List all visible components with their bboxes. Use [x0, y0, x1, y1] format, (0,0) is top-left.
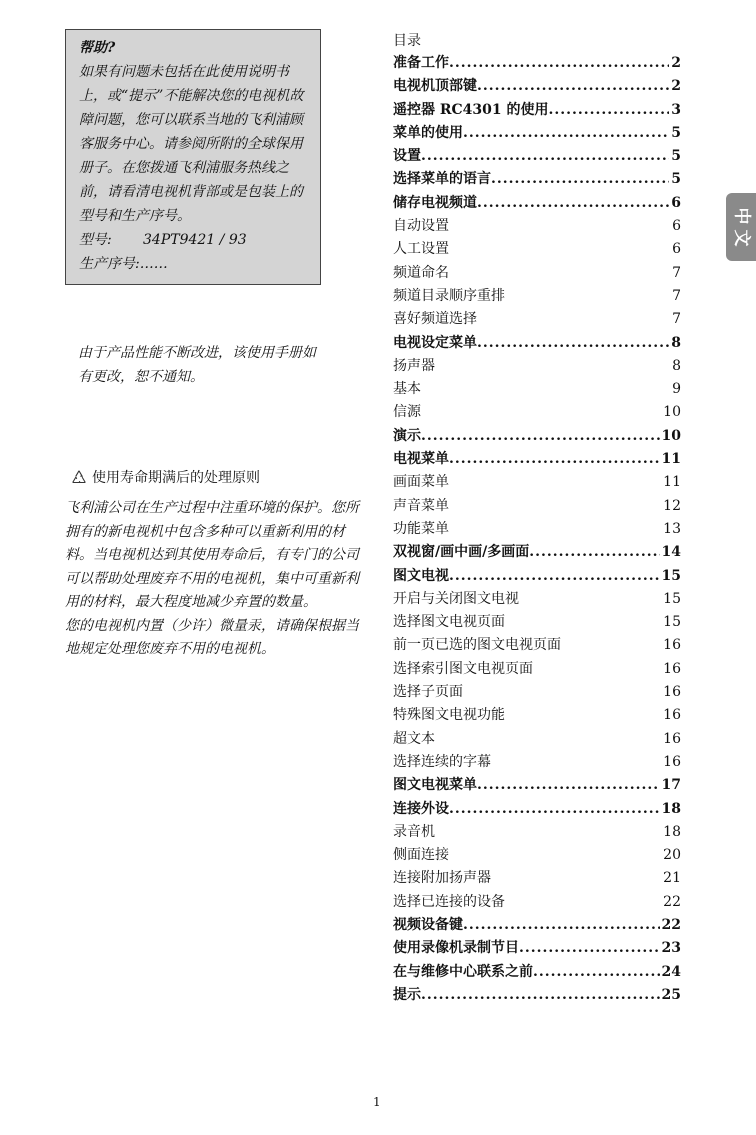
toc-entry-label: 声音菜单 — [393, 497, 449, 514]
language-tab-char-1: 中 — [731, 207, 751, 225]
toc-entry-page: 15 — [661, 567, 681, 584]
toc-entry — [393, 145, 681, 168]
toc-entry-label: 菜单的使用 — [393, 124, 463, 141]
toc-entry-page: 11 — [661, 451, 681, 468]
toc-entry — [393, 867, 681, 890]
toc-entry-page: 7 — [672, 287, 681, 304]
toc-entry-label: 喜好频道选择 — [393, 311, 477, 328]
toc-entry-page: 5 — [671, 148, 681, 165]
toc-entry-label: 连接外设 — [393, 800, 449, 817]
toc-entry-label: 侧面连接 — [393, 847, 449, 864]
toc-entry — [393, 425, 681, 448]
toc-entry-label: 选择图文电视页面 — [393, 614, 505, 631]
toc-entry-page: 5 — [671, 171, 681, 188]
toc-leader-dots — [477, 195, 669, 211]
toc-entry-label: 遥控器 RC4301 的使用 — [393, 101, 549, 118]
help-box — [65, 29, 321, 285]
toc-leader-dots — [533, 964, 660, 980]
toc-entry — [393, 798, 681, 821]
toc-entry-label: 开启与关闭图文电视 — [393, 590, 519, 607]
toc-leader-dots — [529, 544, 659, 560]
recycle-heading — [70, 467, 260, 489]
toc-entry-label: 功能菜单 — [393, 520, 449, 537]
toc-entry — [393, 238, 681, 261]
toc-entry — [393, 984, 681, 1007]
toc-entry-page: 10 — [661, 427, 681, 444]
toc-entry-label: 选择子页面 — [393, 684, 463, 701]
toc-entry-label: 图文电视菜单 — [393, 777, 477, 794]
toc-entry — [393, 401, 681, 424]
toc-leader-dots — [463, 917, 660, 933]
toc-leader-dots — [477, 777, 660, 793]
toc-entry-page: 3 — [671, 101, 681, 118]
toc-entry-label: 前一页已选的图文电视页面 — [393, 637, 561, 654]
toc-entry — [393, 658, 681, 681]
toc-entry-page: 25 — [661, 986, 681, 1003]
page-number: 1 — [373, 1095, 381, 1109]
toc-leader-dots — [449, 451, 660, 467]
toc-entry-label: 演示 — [393, 427, 421, 444]
toc-entry — [393, 168, 681, 191]
toc-entry — [393, 914, 681, 937]
serial-label: 生产序号:…… — [79, 256, 168, 272]
toc-leader-dots — [519, 940, 660, 956]
toc-entry-label: 设置 — [393, 148, 421, 165]
toc-entry-label: 视频设备键 — [393, 916, 463, 933]
toc-entry — [393, 355, 681, 378]
toc-entry — [393, 471, 681, 494]
toc-entry — [393, 75, 681, 98]
toc-entry-label: 提示 — [393, 986, 421, 1003]
toc-entry-page: 18 — [661, 800, 681, 817]
toc-entry-label: 电视设定菜单 — [393, 334, 477, 351]
toc-entry-page: 10 — [663, 404, 681, 421]
toc-entry-label: 储存电视频道 — [393, 194, 477, 211]
table-of-contents — [393, 52, 681, 1007]
toc-entry — [393, 611, 681, 634]
toc-entry-label: 人工设置 — [393, 241, 449, 258]
toc-entry-label: 信源 — [393, 404, 421, 421]
toc-entry-page: 14 — [661, 544, 681, 561]
toc-entry-page: 16 — [663, 684, 681, 701]
toc-entry-page: 13 — [663, 520, 681, 537]
toc-entry-page: 9 — [672, 381, 681, 398]
toc-leader-dots — [463, 125, 669, 141]
toc-entry-label: 电视机顶部键 — [393, 78, 477, 95]
toc-entry-page: 24 — [661, 963, 681, 980]
toc-entry — [393, 821, 681, 844]
toc-title: 目录 — [393, 33, 421, 49]
toc-entry — [393, 565, 681, 588]
toc-entry — [393, 332, 681, 355]
toc-entry-page: 17 — [661, 777, 681, 794]
toc-leader-dots — [449, 55, 669, 71]
toc-entry — [393, 681, 681, 704]
toc-entry — [393, 937, 681, 960]
toc-entry-label: 特殊图文电视功能 — [393, 707, 505, 724]
toc-entry — [393, 774, 681, 797]
toc-entry-label: 电视菜单 — [393, 451, 449, 468]
toc-entry-label: 画面菜单 — [393, 474, 449, 491]
toc-entry-page: 6 — [672, 218, 681, 235]
toc-entry — [393, 448, 681, 471]
toc-leader-dots — [449, 568, 660, 584]
language-tab — [726, 193, 756, 261]
toc-entry-page: 8 — [672, 357, 681, 374]
change-notice: 由于产品性能不断改进，该使用手册如有更改，恕不通知。 — [78, 345, 316, 385]
toc-entry-label: 连接附加扬声器 — [393, 870, 491, 887]
toc-entry-page: 7 — [672, 311, 681, 328]
toc-entry-label: 超文本 — [393, 730, 435, 747]
toc-entry-page: 6 — [671, 194, 681, 211]
toc-entry-page: 16 — [663, 707, 681, 724]
toc-entry-page: 21 — [663, 870, 681, 887]
toc-entry-page: 8 — [671, 334, 681, 351]
toc-entry-page: 7 — [672, 264, 681, 281]
toc-entry — [393, 588, 681, 611]
toc-entry-page: 2 — [671, 55, 681, 71]
recycle-icon — [70, 469, 88, 487]
model-label: 型号: — [79, 232, 112, 248]
toc-entry-label: 在与维修中心联系之前 — [393, 963, 533, 980]
toc-entry — [393, 99, 681, 122]
toc-entry-page: 6 — [672, 241, 681, 258]
toc-entry — [393, 844, 681, 867]
language-tab-char-2: 文 — [731, 229, 751, 247]
toc-entry — [393, 52, 681, 75]
model-value: 34PT9421 / 93 — [143, 232, 247, 248]
toc-entry-page: 5 — [671, 124, 681, 141]
toc-entry — [393, 634, 681, 657]
recycle-paragraph-2: 您的电视机内置（少许）微量汞，请确保根据当地规定处理您废弃不用的电视机。 — [65, 617, 359, 657]
toc-entry-page: 22 — [663, 893, 681, 910]
toc-entry — [393, 192, 681, 215]
toc-leader-dots — [477, 78, 669, 94]
toc-leader-dots — [449, 801, 660, 817]
toc-entry-page: 15 — [663, 614, 681, 631]
toc-entry-page: 18 — [663, 823, 681, 840]
toc-entry-label: 基本 — [393, 381, 421, 398]
toc-entry-label: 选择连续的字幕 — [393, 753, 491, 770]
toc-entry-label: 频道目录顺序重排 — [393, 287, 505, 304]
toc-entry-label: 录音机 — [393, 823, 435, 840]
help-title: 帮助? — [79, 40, 116, 56]
help-text: 如果有问题未包括在此使用说明书上，或“提示”不能解决您的电视机故障问题，您可以联系当地的飞利浦顾客服务中心。请参阅所附的全球保用册子。在您拨通飞利浦服务热线之前，请看清电视机背部或是包装上的型号和生产序号。 — [79, 64, 304, 224]
toc-entry-label: 自动设置 — [393, 218, 449, 235]
toc-entry-page: 16 — [663, 637, 681, 654]
toc-entry-page: 22 — [661, 916, 681, 933]
toc-entry-label: 选择已连接的设备 — [393, 893, 505, 910]
toc-entry — [393, 891, 681, 914]
toc-entry-page: 20 — [663, 847, 681, 864]
toc-entry-label: 选择菜单的语言 — [393, 171, 491, 188]
toc-entry-page: 2 — [671, 78, 681, 95]
toc-entry-page: 15 — [663, 590, 681, 607]
recycle-paragraph-1: 飞利浦公司在生产过程中注重环境的保护。您所拥有的新电视机中包含多种可以重新利用的材料。当电视机达到其使用寿命后，有专门的公司可以帮助处理废弃不用的电视机，集中可重新利用的材料，最大程度地减少弃置的数量。 — [65, 500, 359, 610]
toc-leader-dots — [421, 987, 660, 1003]
toc-entry-page: 16 — [663, 660, 681, 677]
toc-entry-page: 23 — [661, 940, 681, 957]
toc-entry-page: 16 — [663, 730, 681, 747]
toc-entry-page: 11 — [663, 474, 681, 491]
model-row — [79, 228, 312, 252]
toc-entry — [393, 215, 681, 238]
toc-leader-dots — [477, 335, 669, 351]
toc-entry-label: 使用录像机录制节目 — [393, 940, 519, 957]
recycle-body — [65, 497, 365, 662]
toc-entry — [393, 518, 681, 541]
toc-entry-label: 双视窗/画中画/多画面 — [393, 544, 530, 561]
toc-entry — [393, 751, 681, 774]
toc-entry — [393, 541, 681, 564]
toc-entry — [393, 308, 681, 331]
toc-entry — [393, 495, 681, 518]
toc-entry — [393, 122, 681, 145]
toc-entry — [393, 961, 681, 984]
toc-entry — [393, 285, 681, 308]
toc-entry-page: 12 — [663, 497, 681, 514]
toc-leader-dots — [421, 428, 660, 444]
toc-entry-label: 图文电视 — [393, 567, 449, 584]
toc-entry — [393, 262, 681, 285]
toc-entry-label: 准备工作 — [393, 55, 449, 71]
toc-entry-label: 扬声器 — [393, 357, 435, 374]
toc-leader-dots — [421, 148, 669, 164]
toc-entry — [393, 704, 681, 727]
toc-entry-label: 频道命名 — [393, 264, 449, 281]
recycle-heading-text: 使用寿命期满后的处理原则 — [92, 470, 260, 486]
toc-entry — [393, 378, 681, 401]
toc-entry — [393, 728, 681, 751]
toc-entry-page: 16 — [663, 753, 681, 770]
toc-entry-label: 选择索引图文电视页面 — [393, 660, 533, 677]
toc-leader-dots — [549, 102, 670, 118]
toc-leader-dots — [491, 171, 669, 187]
